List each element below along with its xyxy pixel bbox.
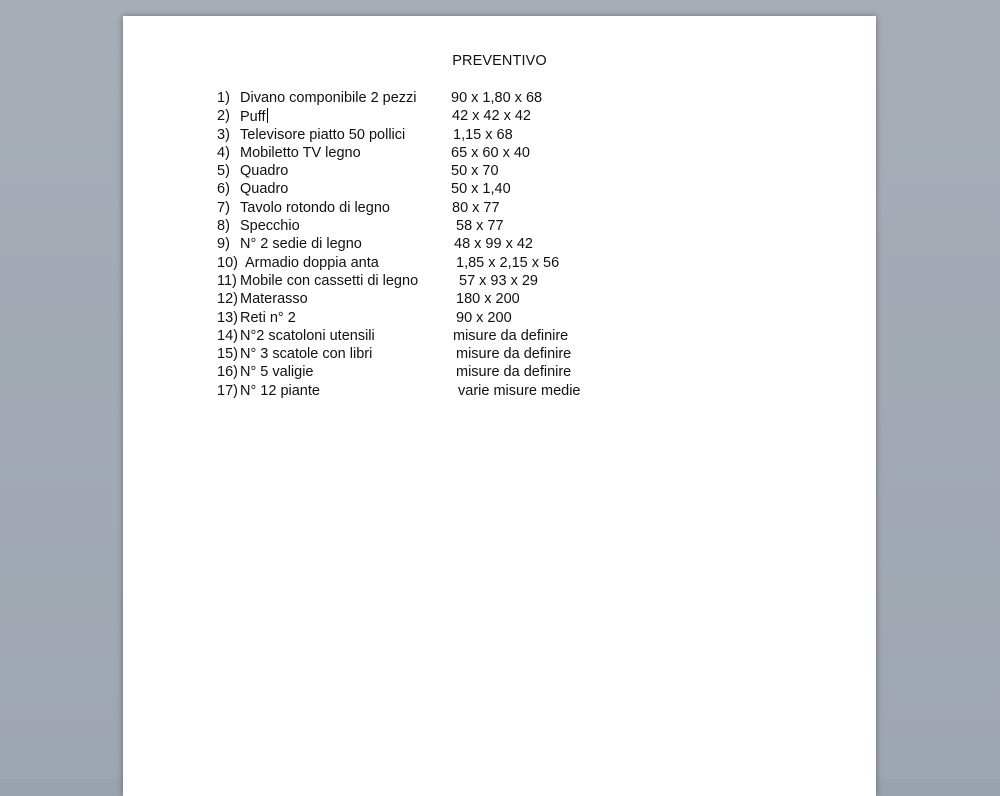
document-title: PREVENTIVO (452, 53, 547, 69)
item-measures: varie misure medie (458, 382, 581, 399)
item-measures: misure da definire (456, 346, 572, 363)
item-measures: 65 x 60 x 40 (451, 144, 530, 161)
item-number: 9) (217, 236, 230, 253)
item-name: N° 12 piante (240, 382, 320, 399)
item-measures: 58 x 77 (456, 218, 504, 235)
text-cursor (267, 108, 268, 123)
item-measures: 90 x 1,80 x 68 (451, 90, 543, 106)
item-number: 8) (217, 218, 230, 235)
item-measures: 48 x 99 x 42 (454, 236, 533, 253)
item-name: N° 3 scatole con libri (240, 346, 373, 363)
item-name: Quadro (240, 163, 289, 180)
item-name: Armadio doppia anta (245, 254, 379, 271)
item-number: 15) (217, 346, 238, 363)
item-name: Televisore piatto 50 pollici (240, 126, 406, 143)
item-measures: 42 x 42 x 42 (452, 108, 531, 125)
item-number: 12) (217, 291, 238, 308)
item-name: Specchio (240, 218, 300, 235)
item-measures: 80 x 77 (452, 199, 500, 216)
item-number: 2) (217, 108, 230, 125)
item-name: Divano componibile 2 pezzi (240, 90, 417, 106)
item-name: Mobile con cassetti di legno (240, 272, 419, 289)
item-number: 10) (217, 254, 238, 271)
item-name: N° 2 sedie di legno (240, 236, 362, 253)
item-measures: 50 x 1,40 (451, 181, 511, 198)
item-number: 3) (217, 126, 230, 143)
item-measures: misure da definire (456, 364, 572, 381)
item-name: Materasso (240, 291, 308, 308)
item-measures: 1,15 x 68 (453, 126, 513, 143)
item-name: Mobiletto TV legno (240, 144, 361, 161)
item-name: N° 5 valigie (240, 364, 314, 381)
item-number: 13) (217, 309, 238, 326)
item-name: Tavolo rotondo di legno (240, 199, 390, 216)
item-measures: 50 x 70 (451, 163, 499, 180)
item-measures: 180 x 200 (456, 291, 520, 308)
item-number: 5) (217, 163, 230, 180)
item-measures: 90 x 200 (456, 309, 512, 326)
item-number: 1) (217, 90, 230, 106)
item-name: N°2 scatoloni utensili (240, 327, 375, 344)
item-number: 4) (217, 144, 230, 161)
item-number: 14) (217, 327, 238, 344)
item-number: 17) (217, 382, 238, 399)
item-number: 16) (217, 364, 238, 381)
item-name: Quadro (240, 181, 289, 198)
item-number: 11) (217, 272, 237, 289)
item-measures: 57 x 93 x 29 (459, 272, 538, 289)
item-number: 7) (217, 199, 230, 216)
item-number: 6) (217, 181, 230, 198)
item-name-wrap (240, 108, 268, 125)
item-measures: misure da definire (453, 327, 569, 344)
item-name: Reti n° 2 (240, 309, 296, 326)
item-measures: 1,85 x 2,15 x 56 (456, 254, 560, 271)
item-name: Puff (240, 109, 266, 126)
document-page[interactable] (123, 16, 876, 796)
